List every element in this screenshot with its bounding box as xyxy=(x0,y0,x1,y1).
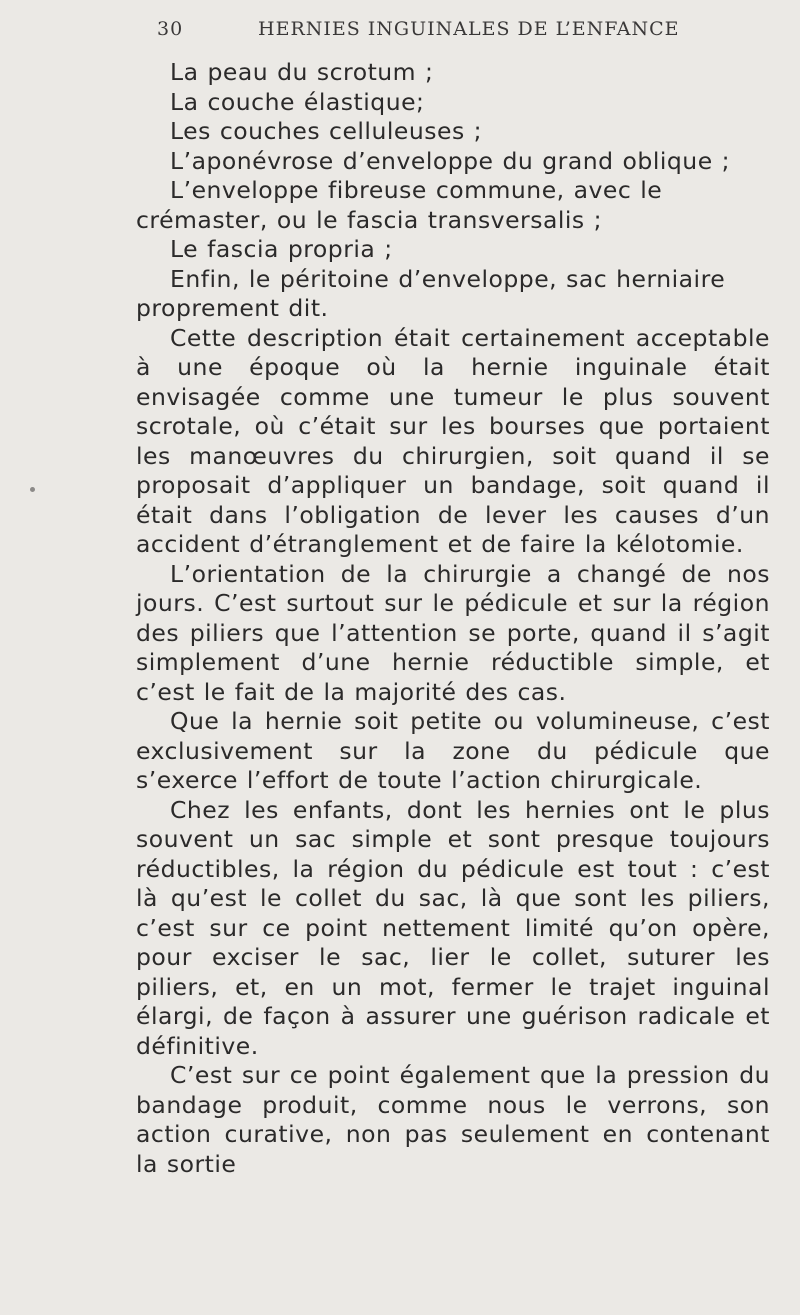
list-item: Enfin, le péritoine d’enveloppe, sac herniaire proprement dit. xyxy=(136,264,726,322)
paragraph: C’est sur ce point également que la pression du bandage produit, comme nous le verrons, son action curative, non pas seulement en contenant la sortie xyxy=(136,1061,770,1178)
list-item: La peau du scrotum ; xyxy=(170,58,434,86)
page-number: 30 xyxy=(157,18,184,40)
paragraph: Cette description était certainement acceptable à une époque où la hernie inguinale était envisagée comme une tumeur le plus souvent scrotale, où c’était sur les bourses que portaient les manœuvres du chirurgien, soit quand il se proposait d’appliquer un bandage, soit quand il était dans l’obligation de lever les causes d’un accident d’étranglement et de faire la kélotomie. xyxy=(136,323,770,558)
paragraph: L’orientation de la chirurgie a changé de nos jours. C’est surtout sur le pédicule et sur la région des piliers que l’attention se porte, quand il s’agit simplement d’une hernie réductible simple, et c’est le fait de la majorité des cas. xyxy=(136,559,770,706)
running-title: HERNIES INGUINALES DE L’ENFANCE xyxy=(258,18,680,40)
list-item: Le fascia propria ; xyxy=(170,235,393,263)
running-head xyxy=(0,18,800,48)
list-item: La couche élastique; xyxy=(170,87,425,116)
list-item: L’enveloppe fibreuse commune, avec le crémaster, ou le fascia transversalis ; xyxy=(136,176,663,234)
paper-stain xyxy=(30,487,35,492)
list-item: Les couches celluleuses ; xyxy=(170,117,483,145)
paragraph: Que la hernie soit petite ou volumineuse, c’est exclusivement sur la zone du pédicule que s’exerce l’effort de toute l’action chirurgicale. xyxy=(136,707,770,794)
list-item: L’aponévrose d’enveloppe du grand oblique ; xyxy=(170,146,731,175)
paragraph: Chez les enfants, dont les hernies ont le plus souvent un sac simple et sont presque toujours réductibles, la région du pédicule est tout : c’est là qu’est le collet du sac, là que sont les piliers, c’est sur ce point nettement limité qu’on opère, pour exciser le sac, lier le collet, suturer les piliers, et, en un mot, fermer le trajet inguinal élargi, de façon à assurer une guérison radicale et définitive. xyxy=(136,795,770,1060)
page-body xyxy=(136,58,770,1179)
